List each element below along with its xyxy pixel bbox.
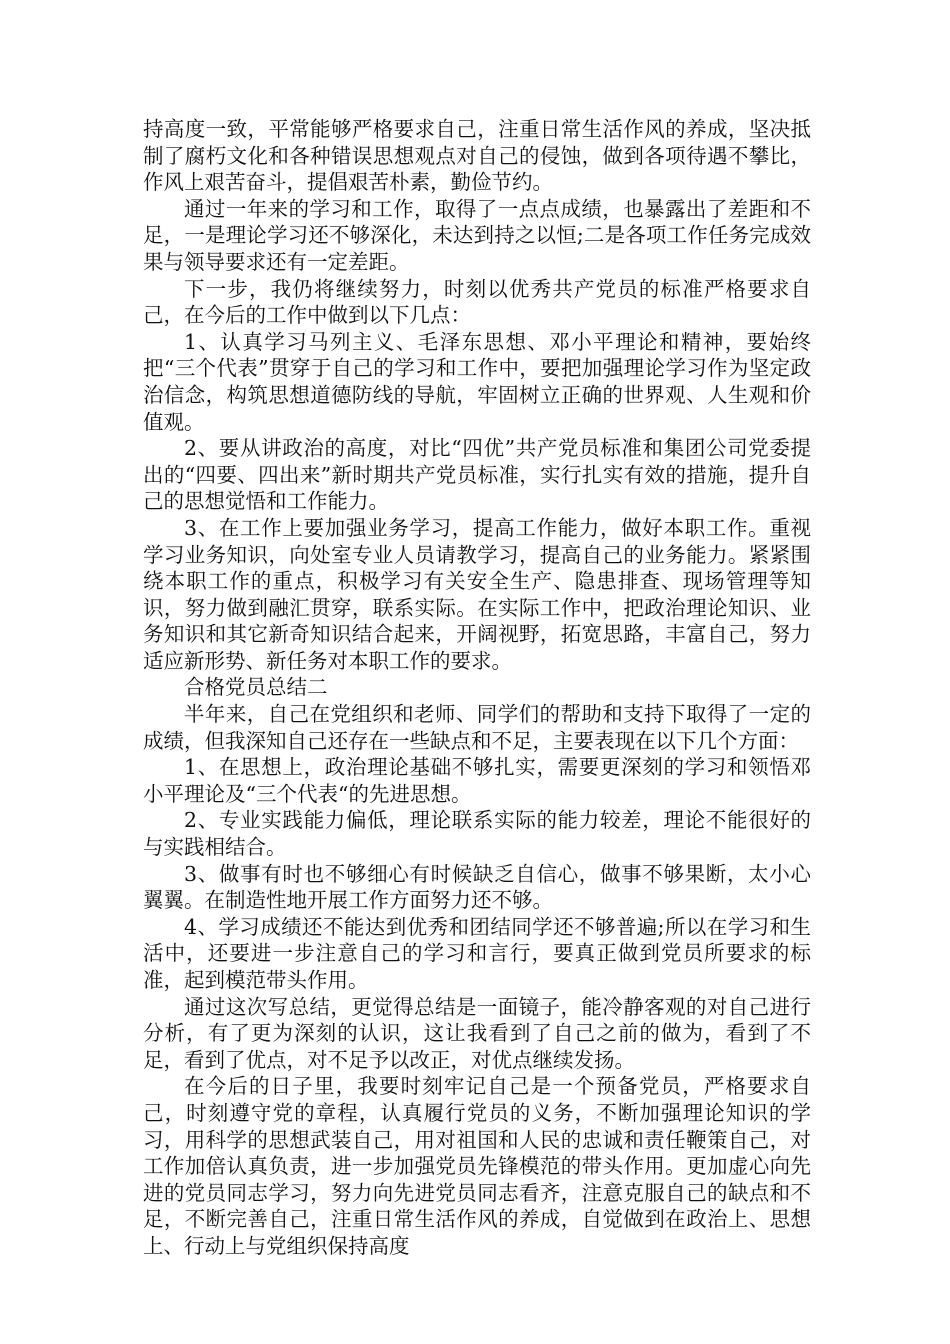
section-heading: 合格党员总结二 — [184, 675, 328, 700]
paragraph-shortcoming-3: 3、做事有时也不够细心有时候缺乏自信心，做事不够果断，太小心翼翼。在制造性地开展工作方面努力还不够。 — [143, 861, 811, 913]
paragraph-continuation: 持高度一致，平常能够严格要求自己，注重日常生活作风的养成，坚决抵制了腐朽文化和各种错误思想观点对自己的侵蚀，做到各项待遇不攀比，作风上艰苦奋斗，提倡艰苦朴素，勤俭节约。 — [143, 117, 811, 195]
document-body — [143, 116, 811, 1260]
paragraph-shortcoming-4: 4、学习成绩还不能达到优秀和团结同学还不够普遍;所以在学习和生活中，还要进一步注意自己的学习和言行，要真正做到党员所要求的标准，起到模范带头作用。 — [143, 914, 811, 992]
paragraph-future: 在今后的日子里，我要时刻牢记自己是一个预备党员，严格要求自己，时刻遵守党的章程，认真履行党员的义务，不断加强理论知识的学习，用科学的思想武装自己，用对祖国和人民的忠诚和责任鞭策自己，对工作加倍认真负责，进一步加强党员先锋模范的带头作用。更加虚心向先进的党员同志学习，努力向先进党员同志看齐，注意克服自己的缺点和不足，不断完善自己，注重日常生活作风的养成，自觉做到在政治上、思想上、行动上与党组织保持高度 — [143, 1074, 811, 1258]
paragraph-point-1: 1、认真学习马列主义、毛泽东思想、邓小平理论和精神，要始终把“三个代表”贯穿于自己的学习和工作中，要把加强理论学习作为坚定政治信念，构筑思想道德防线的导航，牢固树立正确的世界观、人生观和价值观。 — [143, 329, 811, 434]
paragraph-half-year: 半年来，自己在党组织和老师、同学们的帮助和支持下取得了一定的成绩，但我深知自己还存在一些缺点和不足，主要表现在以下几个方面： — [143, 702, 811, 753]
paragraph-next-steps: 下一步，我仍将继续努力，时刻以优秀共产党员的标准严格要求自己，在今后的工作中做到以下几点： — [143, 276, 811, 328]
paragraph-achievements-gaps: 通过一年来的学习和工作，取得了一点点成绩，也暴露出了差距和不足，一是理论学习还不够深化，未达到持之以恒;二是各项工作任务完成效果与领导要求还有一定差距。 — [143, 196, 811, 274]
paragraph-shortcoming-2: 2、专业实践能力偏低，理论联系实际的能力较差，理论不能很好的与实践相结合。 — [143, 808, 811, 860]
paragraph-shortcoming-1: 1、在思想上，政治理论基础不够扎实，需要更深刻的学习和领悟邓小平理论及“三个代表“的先进思想。 — [143, 755, 811, 806]
paragraph-reflection: 通过这次写总结，更觉得总结是一面镜子，能冷静客观的对自己进行分析，有了更为深刻的认识，这让我看到了自己之前的做为，看到了不足，看到了优点，对不足予以改正，对优点继续发扬。 — [143, 994, 811, 1072]
paragraph-point-2: 2、要从讲政治的高度，对比“四优”共产党员标准和集团公司党委提出的“四要、四出来”新时期共产党员标准，实行扎实有效的措施，提升自己的思想觉悟和工作能力。 — [143, 436, 811, 514]
paragraph-point-3: 3、在工作上要加强业务学习，提高工作能力，做好本职工作。重视学习业务知识，向处室专业人员请教学习，提高自己的业务能力。紧紧围绕本职工作的重点，积极学习有关安全生产、隐患排查、现场管理等知识，努力做到融汇贯穿，联系实际。在实际工作中，把政治理论知识、业务知识和其它新奇知识结合起来，开阔视野，拓宽思路，丰富自己，努力适应新形势、新任务对本职工作的要求。 — [143, 515, 811, 673]
